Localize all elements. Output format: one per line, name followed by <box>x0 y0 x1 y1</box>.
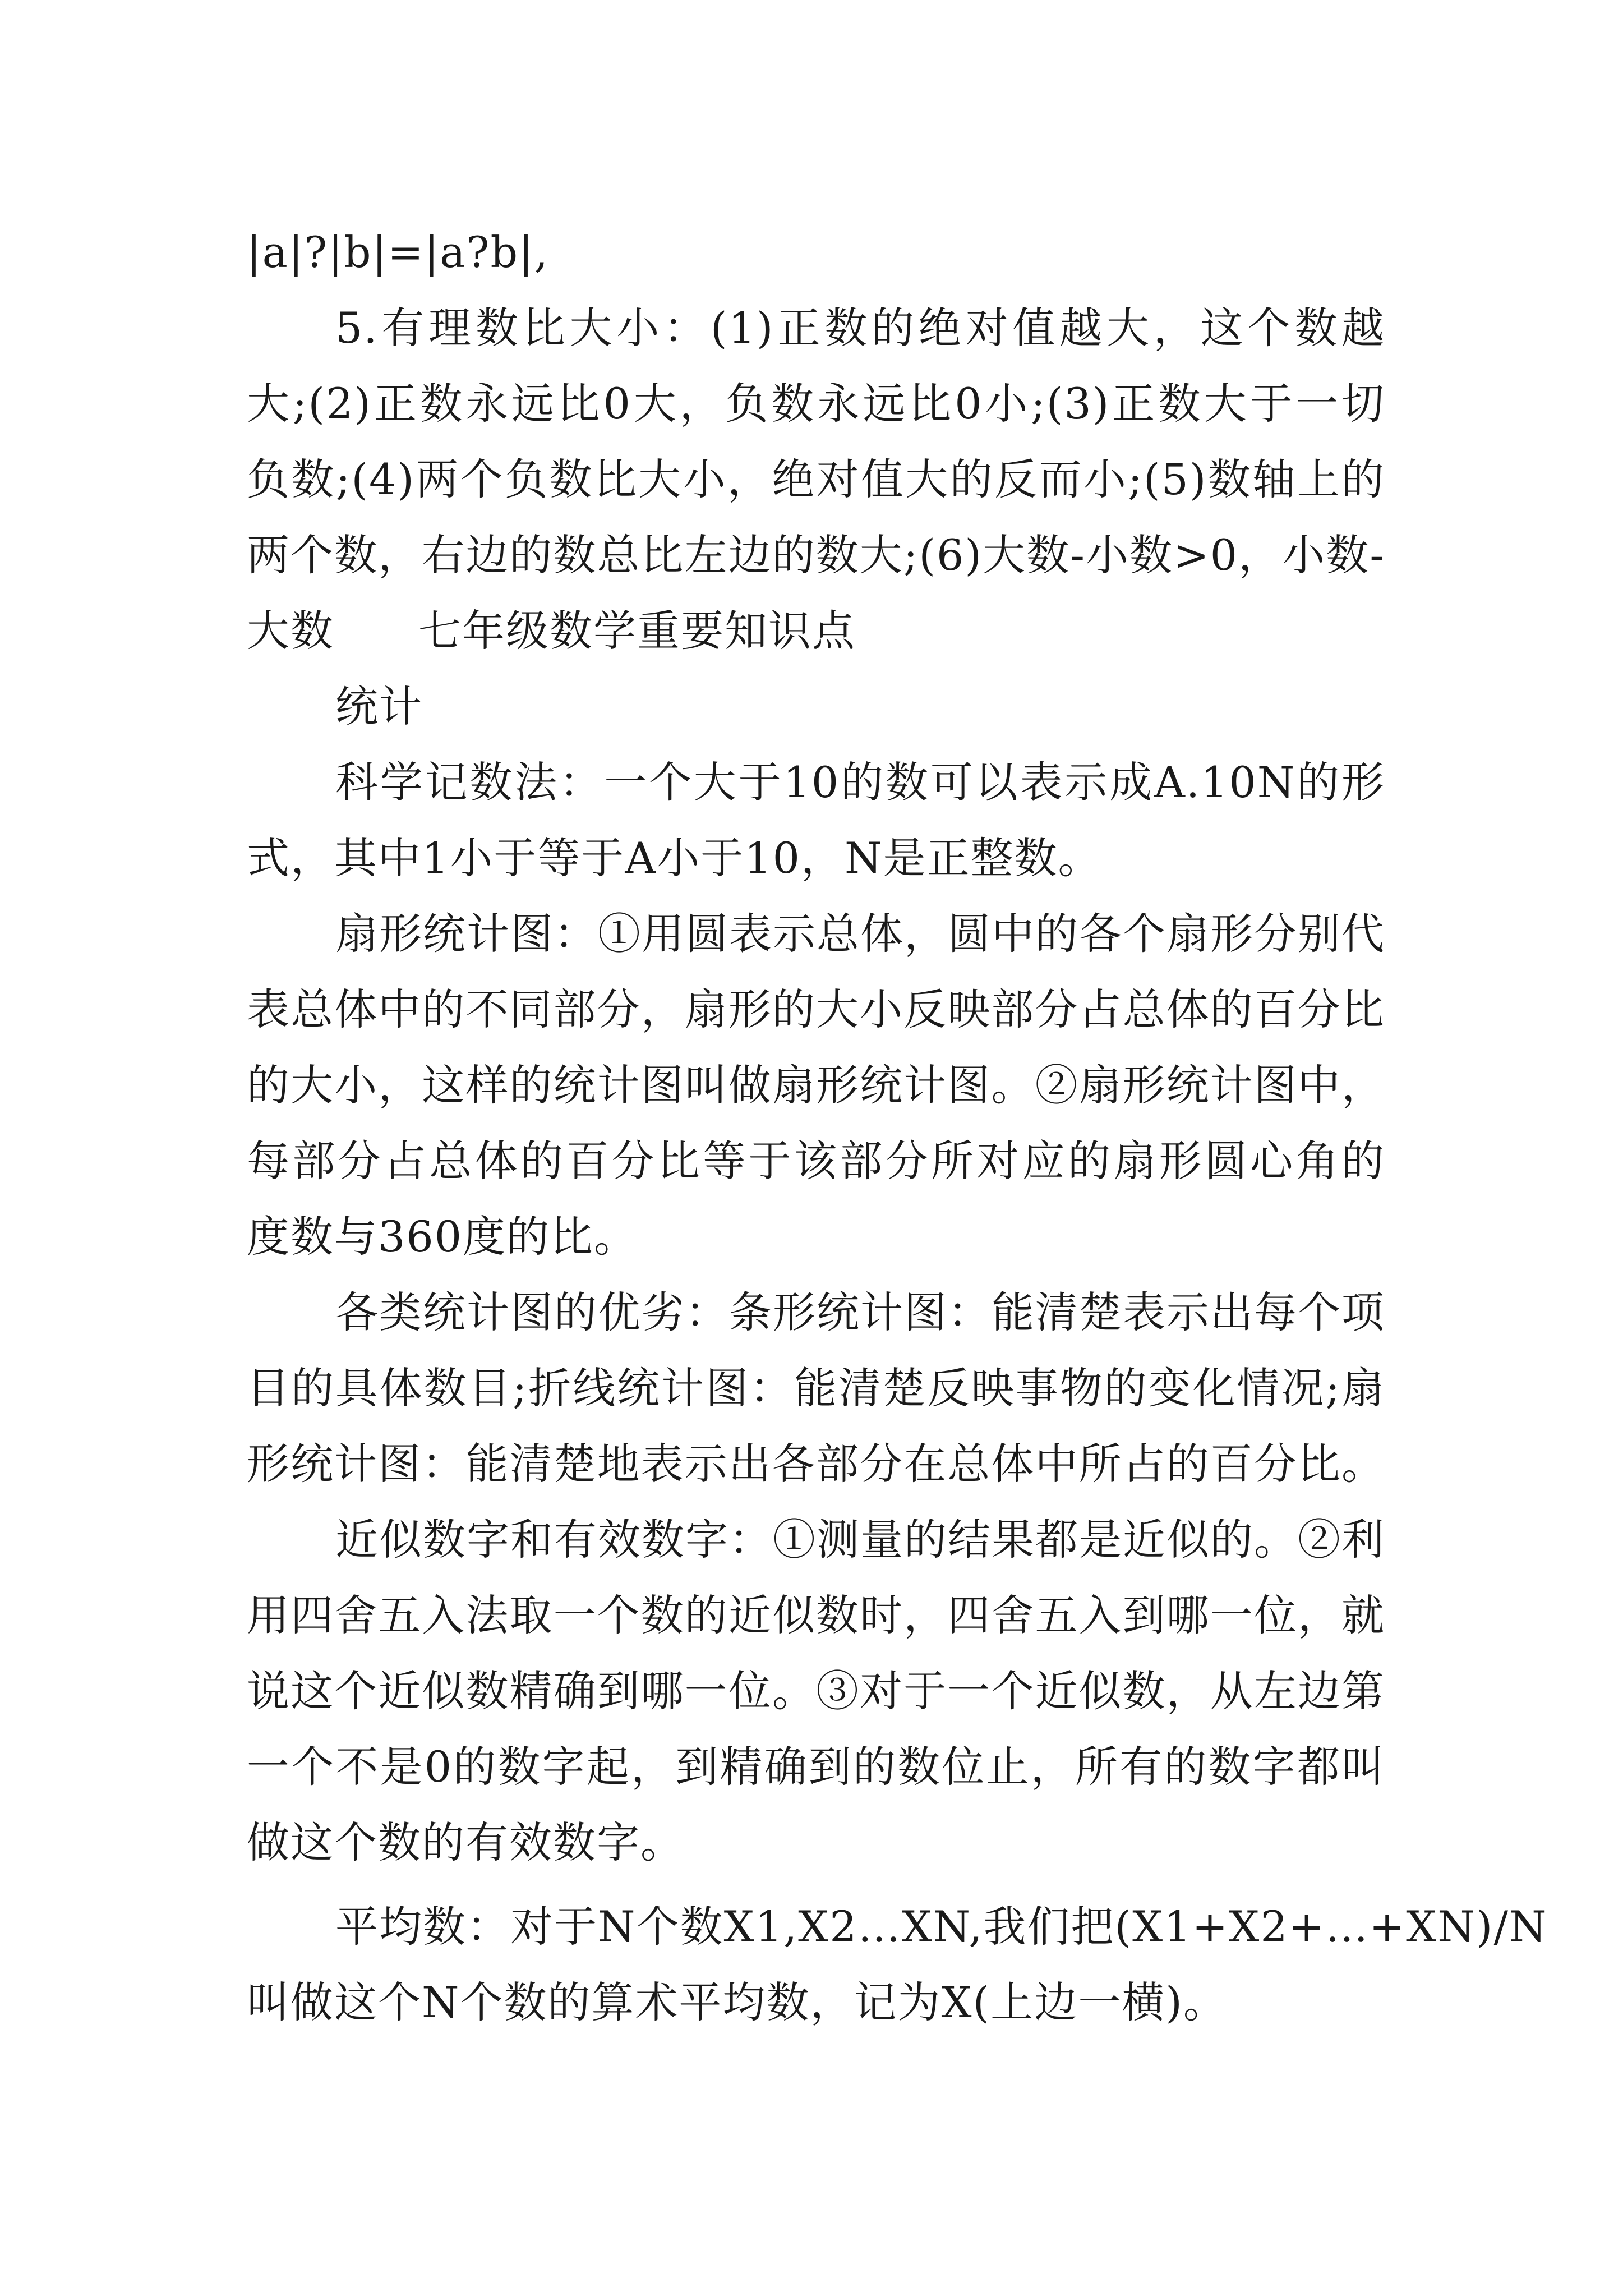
text-line: 负数;(4)两个负数比大小，绝对值大的反而小;(5)数轴上的 <box>247 454 1385 504</box>
text-line: 形统计图：能清楚地表示出各部分在总体中所占的百分比。 <box>247 1439 1385 1489</box>
text-line: 说这个近似数精确到哪一位。③对于一个近似数，从左边第 <box>247 1666 1385 1716</box>
text-line: 目的具体数目;折线统计图：能清楚反映事物的变化情况;扇 <box>247 1363 1385 1413</box>
text-line-mixed <box>247 589 1385 673</box>
text-line: 每部分占总体的百分比等于该部分所对应的扇形圆心角的 <box>247 1136 1385 1186</box>
text-line: 度数与360度的比。 <box>247 1212 638 1262</box>
text-line: 的大小，这样的统计图叫做扇形统计图。②扇形统计图中， <box>247 1060 1385 1110</box>
text-line: 科学记数法：一个大于10的数可以表示成A.10N的形 <box>335 757 1385 807</box>
text-line: |a|?|b|=|a?b|, <box>247 227 549 277</box>
text-line: 叫做这个N个数的算术平均数，记为X(上边一横)。 <box>247 1977 1227 2027</box>
text-line: 近似数字和有效数字：①测量的结果都是近似的。②利 <box>335 1515 1385 1565</box>
text-line: 用四舍五入法取一个数的近似数时，四舍五入到哪一位，就 <box>247 1590 1385 1640</box>
text-line: 表总体中的不同部分，扇形的大小反映部分占总体的百分比 <box>247 984 1385 1034</box>
section-heading: 七年级数学重要知识点 <box>418 606 856 656</box>
section-subheading: 统计 <box>335 682 423 731</box>
text-line: 平均数：对于N个数X1,X2…XN,我们把(X1+X2+…+XN)/N <box>335 1902 1548 1952</box>
text-line: 各类统计图的优劣：条形统计图：能清楚表示出每个项 <box>335 1287 1385 1337</box>
text-line: 做这个数的有效数字。 <box>247 1818 684 1867</box>
text-line: 式，其中1小于等于A小于10，N是正整数。 <box>247 833 1102 883</box>
text-line: 大;(2)正数永远比0大，负数永远比0小;(3)正数大于一切 <box>247 379 1385 429</box>
text-line: 两个数，右边的数总比左边的数大;(6)大数-小数>0，小数- <box>247 530 1385 580</box>
text-line: 5.有理数比大小：(1)正数的绝对值越大，这个数越 <box>335 303 1385 353</box>
text-line: 一个不是0的数字起，到精确到的数位止，所有的数字都叫 <box>247 1742 1385 1792</box>
text-line: 扇形统计图：①用圆表示总体，圆中的各个扇形分别代 <box>335 909 1385 959</box>
text-fragment: 大数 <box>247 606 334 656</box>
